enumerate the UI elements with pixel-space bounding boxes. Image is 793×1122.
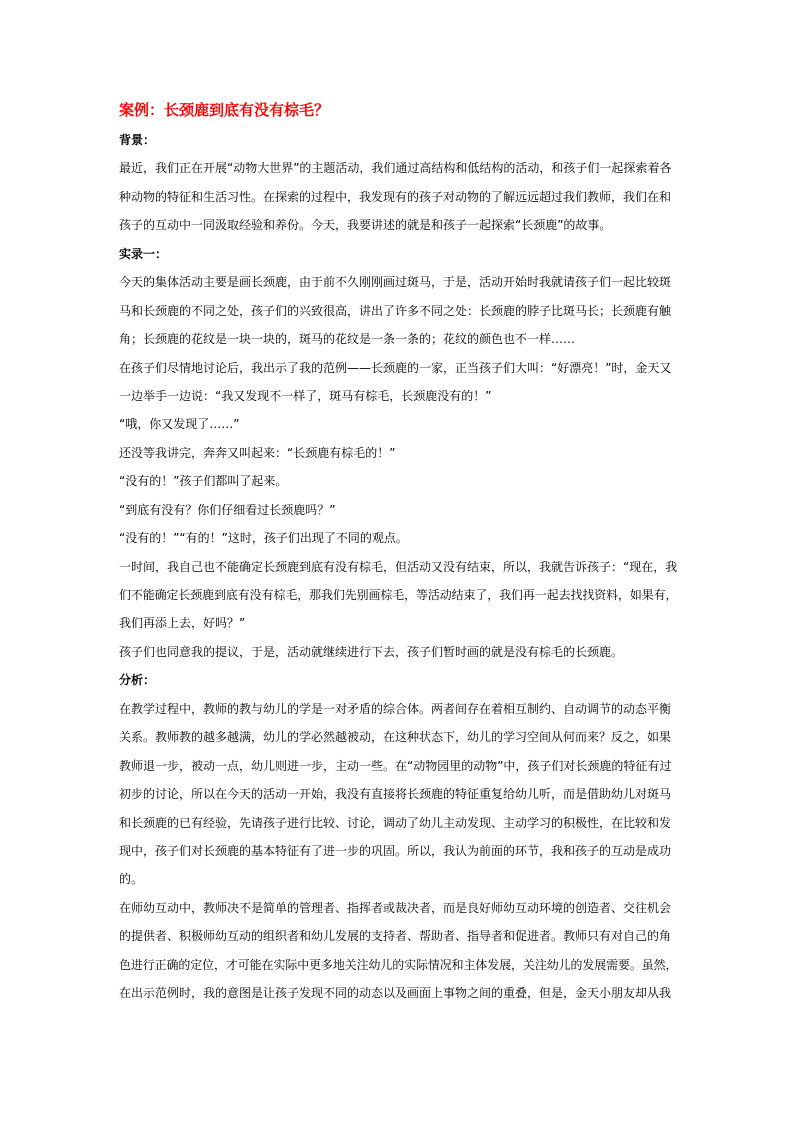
paragraph-line: “没有的！”“有的！”这时，孩子们出现了不同的观点。 (119, 531, 408, 546)
document-body (119, 126, 677, 1008)
section-heading: 实录一： (119, 246, 168, 261)
paragraph-line: 在孩子们尽情地讨论后，我出示了我的范例——长颈鹿的一家，正当孩子们大叫：“好漂亮！”时，金天又 (119, 360, 672, 375)
paragraph-line: 的提供者、积极师幼互动的组织者和幼儿发展的支持者、帮助者、指导者和促进者。教师只有对自己的角 (119, 929, 672, 944)
paragraph-line: 我们再添上去，好吗？” (119, 616, 246, 631)
paragraph-line: 马和长颈鹿的不同之处，孩子们的兴致很高，讲出了许多不同之处：长颈鹿的脖子比斑马长；长颈鹿有触 (119, 303, 672, 318)
paragraph-line: 还没等我讲完，奔奔又叫起来：“长颈鹿有棕毛的！” (119, 445, 396, 460)
paragraph-line: 的。 (119, 872, 144, 887)
paragraph-line: 孩子们也同意我的提议，于是，活动就继续进行下去，孩子们暂时画的就是没有棕毛的长颈鹿。 (119, 644, 624, 659)
paragraph-line: 教师退一步，被动一点，幼儿则进一步，主动一些。在“动物园里的动物”中，孩子们对长颈鹿的特征有过 (119, 758, 672, 773)
document-page (119, 100, 677, 1008)
section-heading: 背景： (119, 133, 156, 147)
paragraph-line: “到底有没有？你们仔细看过长颈鹿吗？” (119, 502, 336, 517)
paragraph-line: 种动物的特征和生活习性。在探索的过程中，我发现有的孩子对动物的了解远远超过我们教师，我们在和 (119, 189, 672, 204)
paragraph-line: 在出示范例时，我的意图是让孩子发现不同的动态以及画面上事物之间的重叠，但是，金天小朋友却从我 (119, 986, 672, 1001)
paragraph-line: 关系。教师教的越多越满，幼儿的学必然越被动，在这种状态下，幼儿的学习空间从何而来？反之，如果 (119, 730, 672, 745)
paragraph-line: “没有的！”孩子们都叫了起来。 (119, 474, 288, 489)
paragraph-line: 初步的讨论，所以在今天的活动一开始，我没有直接将长颈鹿的特征重复给幼儿听，而是借助幼儿对斑马 (119, 787, 672, 802)
paragraph-line: 在教学过程中，教师的教与幼儿的学是一对矛盾的综合体。两者间存在着相互制约、自动调节的动态平衡 (119, 701, 672, 716)
paragraph-line: “哦，你又发现了……” (119, 417, 240, 432)
paragraph-line: 在师幼互动中，教师决不是简单的管理者、指挥者或裁决者，而是良好师幼互动环境的创造者、交往机会 (119, 900, 672, 915)
paragraph-line: 一边举手一边说：“我又发现不一样了，斑马有棕毛，长颈鹿没有的！” (119, 388, 492, 403)
paragraph-line: 现中，孩子们对长颈鹿的基本特征有了进一步的巩固。所以，我认为前面的环节，我和孩子的互动是成功 (119, 843, 672, 858)
paragraph-line: 角；长颈鹿的花纹是一块一块的，斑马的花纹是一条一条的；花纹的颜色也不一样…… (119, 332, 576, 347)
paragraph-line: 和长颈鹿的已有经验，先请孩子进行比较、讨论，调动了幼儿主动发现、主动学习的积极性，在比较和发 (119, 815, 672, 830)
paragraph-line: 孩子的互动中一同汲取经验和养份。今天，我要讲述的就是和孩子一起探索“长颈鹿”的故事。 (119, 218, 612, 233)
paragraph-line: 色进行正确的定位，才可能在实际中更多地关注幼儿的实际情况和主体发展，关注幼儿的发展需要。虽然， (119, 957, 678, 972)
paragraph-line: 一时间，我自己也不能确定长颈鹿到底有没有棕毛，但活动又没有结束，所以，我就告诉孩子：“现在，我 (119, 559, 678, 574)
document-title: 案例：长颈鹿到底有没有棕毛？ (119, 101, 330, 119)
paragraph-line: 最近，我们正在开展“动物大世界”的主题活动，我们通过高结构和低结构的活动，和孩子们一起探索着各 (119, 161, 672, 176)
paragraph-line: 们不能确定长颈鹿到底有没有棕毛，那我们先别画棕毛，等活动结束了，我们再一起去找找资料，如果有， (119, 588, 678, 602)
section-heading: 分析： (119, 673, 156, 688)
paragraph-line: 今天的集体活动主要是画长颈鹿，由于前不久刚刚画过斑马，于是，活动开始时我就请孩子们一起比较斑 (119, 275, 672, 290)
